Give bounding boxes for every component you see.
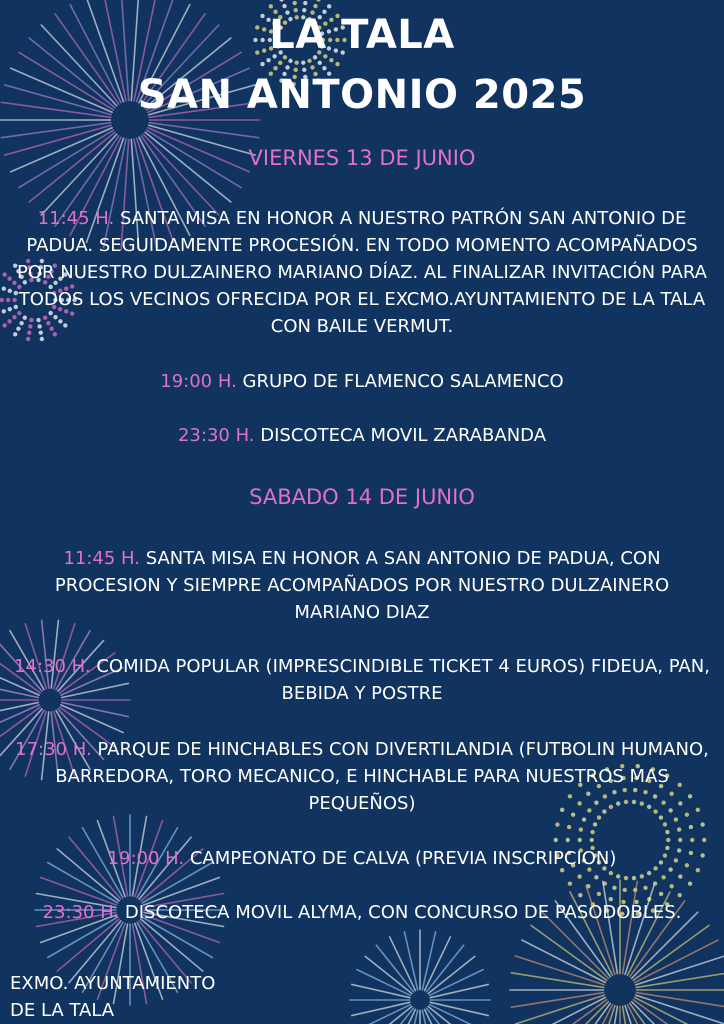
event-saturday-disco (10, 899, 714, 926)
event-text: GRUPO DE FLAMENCO SALAMENCO (242, 371, 564, 392)
event-saturday-lunch (10, 653, 714, 707)
event-text: COMIDA POPULAR (IMPRESCINDIBLE TICKET 4 EUROS) FIDEUA, PAN, BEBIDA Y POSTRE (96, 656, 710, 704)
footer-line-2: DE LA TALA (10, 1000, 115, 1021)
event-text: CAMPEONATO DE CALVA (PREVIA INSCRIPCION) (189, 848, 617, 869)
event-saturday-mass (10, 545, 714, 626)
event-text: DISCOTECA MOVIL ZARABANDA (260, 425, 547, 446)
event-time: 17:30 H. (15, 739, 92, 760)
day-title-friday: VIERNES 13 DE JUNIO (248, 146, 476, 170)
event-text: PARQUE DE HINCHABLES CON DIVERTILANDIA (FUTBOLIN HUMANO, BARREDORA, TORO MECANICO, E HINCHABLE PARA NUESTROS MAS PEQUEÑOS) (55, 739, 709, 814)
event-saturday-calva (10, 845, 714, 872)
day-title-saturday: SABADO 14 DE JUNIO (249, 485, 475, 509)
event-text: DISCOTECA MOVIL ALYMA, CON CONCURSO DE PASODOBLES. (124, 902, 682, 923)
event-friday-flamenco (10, 368, 714, 395)
footer-organizer (10, 970, 215, 1024)
event-time: 23:30 H. (177, 425, 255, 446)
firework-burst (350, 930, 490, 1024)
footer-line-1: EXMO. AYUNTAMIENTO (10, 973, 216, 994)
event-friday-mass (10, 205, 714, 340)
title-line-1: LA TALA (269, 12, 455, 58)
event-text: SANTA MISA EN HONOR A SAN ANTONIO DE PADUA, CON PROCESION Y SIEMPRE ACOMPAÑADOS POR NUESTRO DULZAINERO MARIANO DIAZ (54, 548, 670, 623)
event-saturday-inflatables (10, 736, 714, 817)
event-time: 11:45 H. (37, 208, 115, 229)
event-time: 19:00 H. (160, 371, 237, 392)
title-line-2: SAN ANTONIO 2025 (137, 72, 587, 118)
event-time: 14:30 H. (14, 656, 91, 677)
event-friday-disco (10, 422, 714, 449)
event-time: 19:00 H. (107, 848, 185, 869)
event-time: 23:30 H. (42, 902, 120, 923)
event-text: SANTA MISA EN HONOR A NUESTRO PATRÓN SAN ANTONIO DE PADUA. SEGUIDAMENTE PROCESIÓN. EN TODO MOMENTO ACOMPAÑADOS POR NUESTRO DULZAINERO MARIANO DÍAZ. AL FINALIZAR INVITACIÓN PARA TODOS LOS VECINOS OFRECIDA POR EL EXCMO.AYUNTAMIENTO DE LA TALA CON BAILE VERMUT. (17, 208, 707, 337)
event-time: 11:45 H. (63, 548, 140, 569)
